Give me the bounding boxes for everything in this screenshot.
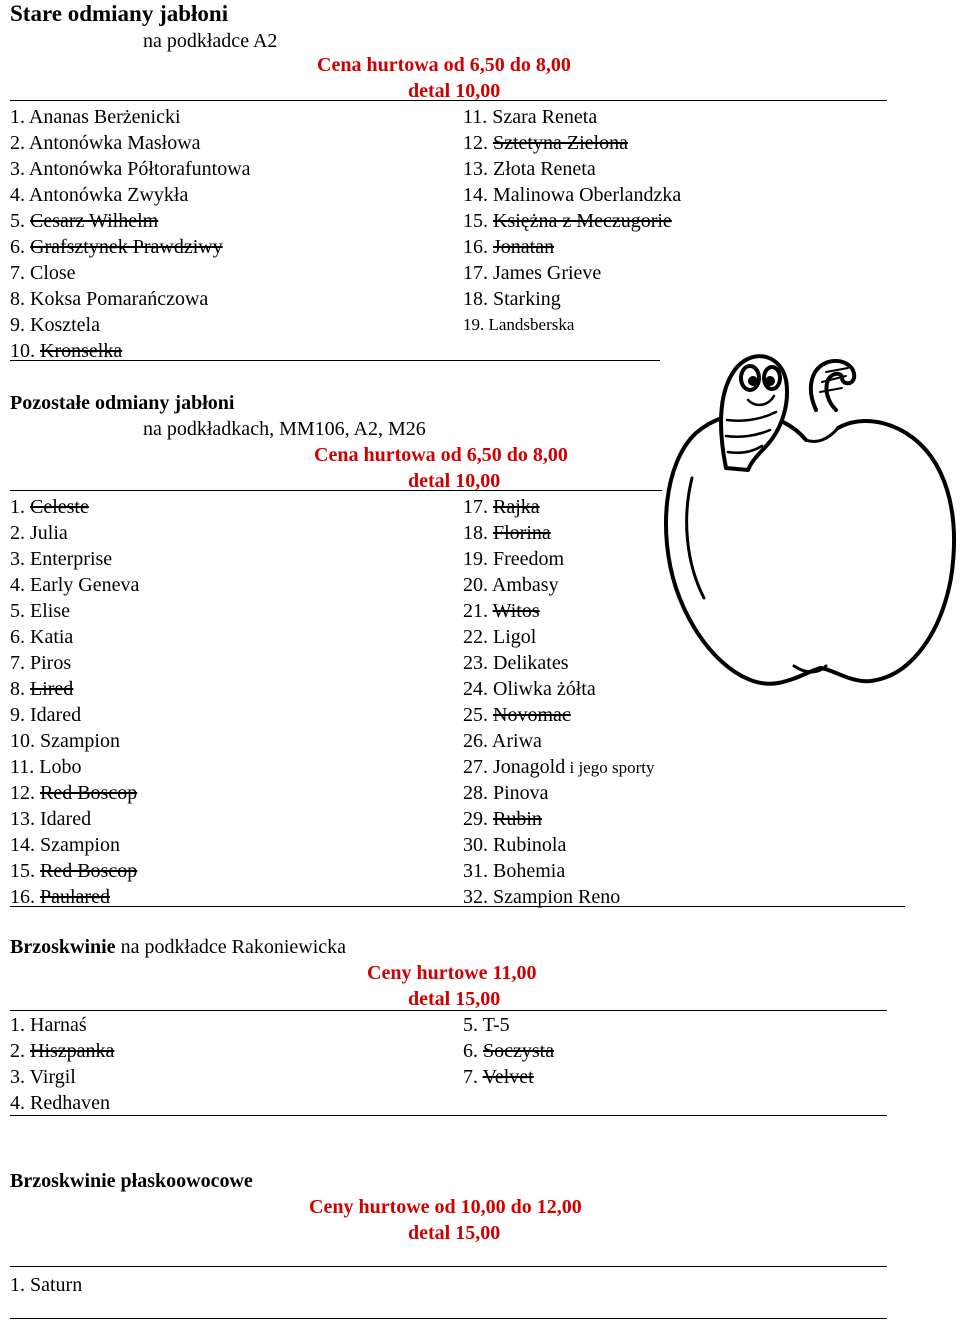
- list-item-number: 15.: [10, 860, 40, 882]
- list-item-number: 4.: [10, 1092, 30, 1114]
- list-item-name: Red Boscop: [40, 860, 138, 882]
- list-item-name: Lired: [30, 678, 74, 700]
- list-item-number: 1.: [10, 106, 29, 128]
- list-item-number: 2.: [10, 1040, 30, 1062]
- list-item: [10, 130, 201, 156]
- list-item-name: Szampion Reno: [493, 886, 621, 908]
- list-item: [463, 312, 574, 338]
- list-item-name: Redhaven: [30, 1092, 110, 1114]
- section3-title-bold: Brzoskwinie: [10, 936, 116, 958]
- list-item: [10, 260, 76, 286]
- list-item-name: Szampion: [40, 834, 120, 856]
- list-item: [10, 286, 208, 312]
- list-item: [10, 1038, 114, 1064]
- list-item: [10, 650, 71, 676]
- list-item-name: Julia: [30, 522, 68, 544]
- list-item-name: Księżna z Meczugorie: [493, 210, 672, 232]
- section4-bottom-rule: [10, 1318, 887, 1319]
- list-item: [10, 624, 73, 650]
- list-item: [10, 208, 158, 234]
- section3-bottom-rule: [10, 1115, 887, 1116]
- list-item: [463, 572, 559, 598]
- section1-subtitle: na podkładce A2: [143, 30, 278, 52]
- list-item-number: 27.: [463, 756, 493, 778]
- list-item-number: 1.: [10, 1274, 30, 1296]
- list-item: [463, 1012, 510, 1038]
- section2-bottom-rule: [10, 906, 905, 907]
- section3-retail: detal 15,00: [408, 988, 501, 1010]
- list-item: [463, 780, 549, 806]
- section1-price: Cena hurtowa od 6,50 do 8,00: [317, 54, 571, 76]
- list-item-number: 30.: [463, 834, 493, 856]
- list-item-name: Close: [30, 262, 76, 284]
- list-item: [10, 494, 89, 520]
- list-item: [463, 1064, 534, 1090]
- list-item-name: Malinowa Oberlandzka: [493, 184, 682, 206]
- list-item-number: 13.: [10, 808, 40, 830]
- list-item-name: Red Boscop: [40, 782, 138, 804]
- list-item-name: Ligol: [493, 626, 537, 648]
- list-item-number: 14.: [463, 184, 493, 206]
- list-item-number: 2.: [10, 522, 30, 544]
- list-item-name: Soczysta: [483, 1040, 555, 1062]
- list-item-number: 23.: [463, 652, 493, 674]
- list-item-number: 17.: [463, 496, 493, 518]
- list-item-number: 11.: [463, 106, 493, 128]
- section4-top-rule: [10, 1266, 887, 1267]
- list-item-name: Paulared: [40, 886, 110, 908]
- list-item: [10, 546, 112, 572]
- list-item-number: 11.: [10, 756, 40, 778]
- list-item-name: Delikates: [493, 652, 569, 674]
- list-item: [10, 702, 81, 728]
- list-item-number: 18.: [463, 522, 493, 544]
- list-item-number: 16.: [463, 236, 493, 258]
- list-item-name: Oliwka żółta: [493, 678, 596, 700]
- list-item-name: Antonówka Półtorafuntowa: [28, 158, 251, 180]
- list-item-name: Idared: [30, 704, 82, 726]
- list-item-name: Idared: [40, 808, 92, 830]
- list-item-name: Rajka: [493, 496, 540, 518]
- list-item-number: 8.: [10, 678, 30, 700]
- section4-retail: detal 15,00: [408, 1222, 501, 1244]
- list-item: [10, 806, 91, 832]
- list-item: [463, 234, 554, 260]
- list-item: [463, 624, 536, 650]
- apple-body: [666, 414, 954, 684]
- list-item-name: Florina: [493, 522, 551, 544]
- list-item-name: Koksa Pomarańczowa: [30, 288, 209, 310]
- list-item-name: Witos: [492, 600, 540, 622]
- list-item: [10, 182, 188, 208]
- list-item-name: Jonagold: [493, 756, 566, 778]
- list-item-name: Enterprise: [30, 548, 113, 570]
- list-item-name: James Grieve: [493, 262, 602, 284]
- list-item-name: Harnaś: [30, 1014, 87, 1036]
- list-item-number: 24.: [463, 678, 493, 700]
- list-item-number: 26.: [463, 730, 492, 752]
- list-item-number: 14.: [10, 834, 40, 856]
- list-item-number: 6.: [10, 626, 30, 648]
- list-item-name: Bohemia: [493, 860, 566, 882]
- list-item-number: 12.: [463, 132, 493, 154]
- list-item-number: 3.: [10, 548, 30, 570]
- list-item-name: Szara Reneta: [492, 106, 598, 128]
- list-item-name: Virgil: [29, 1066, 76, 1088]
- list-item: [10, 572, 139, 598]
- list-item-number: 15.: [463, 210, 493, 232]
- list-item-number: 7.: [463, 1066, 483, 1088]
- section4-price: Ceny hurtowe od 10,00 do 12,00: [309, 1196, 582, 1218]
- list-item-number: 29.: [463, 808, 493, 830]
- list-item-name: Jonatan: [493, 236, 555, 258]
- list-item-number: 31.: [463, 860, 493, 882]
- section1-retail: detal 10,00: [408, 80, 501, 102]
- list-item-number: 10.: [10, 730, 40, 752]
- list-item: [463, 832, 566, 858]
- list-item: [463, 650, 569, 676]
- section1-title: Stare odmiany jabłoni: [10, 1, 229, 26]
- list-item-name: Antonówka Masłowa: [28, 132, 201, 154]
- list-item-number: 19.: [463, 548, 493, 570]
- list-item: [10, 676, 73, 702]
- list-item: [463, 182, 681, 208]
- list-item: [10, 1272, 82, 1298]
- list-item: [463, 676, 596, 702]
- section2-retail: detal 10,00: [408, 470, 501, 492]
- list-item: [463, 546, 564, 572]
- section2-subtitle: na podkładkach, MM106, A2, M26: [143, 418, 426, 440]
- list-item-name: Szampion: [40, 730, 120, 752]
- section1-top-rule: [10, 100, 887, 101]
- list-item: [10, 728, 120, 754]
- list-item-name: Ananas Berżenicki: [28, 106, 181, 128]
- list-item-number: 22.: [463, 626, 493, 648]
- list-item-number: 1.: [10, 1014, 30, 1036]
- section3-title: [10, 934, 346, 960]
- list-item-number: 5.: [10, 600, 30, 622]
- list-item: [463, 286, 561, 312]
- section3-price: Ceny hurtowe 11,00: [367, 962, 537, 984]
- list-item: [10, 1090, 110, 1116]
- list-item-number: 9.: [10, 314, 30, 336]
- list-item: [10, 858, 137, 884]
- section2-price: Cena hurtowa od 6,50 do 8,00: [314, 444, 568, 466]
- list-item: [10, 156, 251, 182]
- list-item-number: 8.: [10, 288, 30, 310]
- section3-title-rest: na podkładce Rakoniewicka: [115, 936, 347, 958]
- list-item-number: 19.: [463, 315, 489, 334]
- list-item-name: Freedom: [493, 548, 565, 570]
- list-item-name: Saturn: [30, 1274, 83, 1296]
- section2-top-rule: [10, 490, 662, 491]
- section4-title: Brzoskwinie płaskoowocowe: [10, 1170, 253, 1192]
- list-item-name: Sztetyna Zielona: [493, 132, 628, 154]
- list-item-name: Hiszpanka: [30, 1040, 115, 1062]
- list-item-number: 7.: [10, 262, 30, 284]
- list-item-name: Antonówka Zwykła: [28, 184, 189, 206]
- list-item: [463, 494, 540, 520]
- list-item: [463, 1038, 554, 1064]
- list-item-number: 20.: [463, 574, 492, 596]
- section1-bottom-rule: [10, 360, 660, 361]
- list-item-name: Pinova: [493, 782, 549, 804]
- apple-worm-illustration: [656, 348, 960, 692]
- list-item-number: 4.: [10, 574, 30, 596]
- list-item: [463, 806, 542, 832]
- list-item-name: Piros: [30, 652, 72, 674]
- list-item: [463, 858, 565, 884]
- list-item: [10, 104, 181, 130]
- list-item-number: 17.: [463, 262, 493, 284]
- list-item-number: 7.: [10, 652, 30, 674]
- list-item-number: 10.: [10, 340, 40, 362]
- list-item-number: 16.: [10, 886, 40, 908]
- list-item: [463, 104, 597, 130]
- list-item-name: Ambasy: [491, 574, 559, 596]
- list-item-number: 2.: [10, 132, 29, 154]
- list-item-name: Lobo: [39, 756, 82, 778]
- list-item-name: Katia: [30, 626, 74, 648]
- list-item: [463, 208, 672, 234]
- list-item: [10, 520, 68, 546]
- list-item-number: 1.: [10, 496, 30, 518]
- list-item: [463, 754, 654, 781]
- list-item-name: Starking: [493, 288, 561, 310]
- list-item: [10, 598, 70, 624]
- list-item-number: 13.: [463, 158, 493, 180]
- list-item: [10, 780, 137, 806]
- list-item-number: 21.: [463, 600, 493, 622]
- list-item-name: Kosztela: [30, 314, 100, 336]
- list-item-name: Early Geneva: [30, 574, 140, 596]
- list-item-name: Rubin: [493, 808, 542, 830]
- list-item-name: Elise: [30, 600, 70, 622]
- list-item: [10, 312, 100, 338]
- section2-title: Pozostałe odmiany jabłoni: [10, 392, 235, 414]
- list-item: [463, 520, 551, 546]
- list-item-name: Landsberska: [488, 315, 575, 334]
- list-item: [463, 130, 628, 156]
- list-item-name: Novomac: [493, 704, 571, 726]
- list-item-number: 4.: [10, 184, 29, 206]
- list-item-name: Velvet: [482, 1066, 534, 1088]
- list-item: [10, 234, 223, 260]
- list-item-number: 32.: [463, 886, 493, 908]
- list-item-number: 5.: [10, 210, 30, 232]
- list-item-number: 12.: [10, 782, 40, 804]
- list-item-name: Złota Reneta: [493, 158, 596, 180]
- list-item-number: 9.: [10, 704, 30, 726]
- list-item-number: 18.: [463, 288, 493, 310]
- list-item-name: T-5: [482, 1014, 510, 1036]
- list-item: [463, 260, 601, 286]
- list-item-name: Kronselka: [40, 340, 123, 362]
- list-item-name: Grafsztynek Prawdziwy: [30, 236, 223, 258]
- list-item-number: 25.: [463, 704, 493, 726]
- list-item: [463, 728, 542, 754]
- list-item: [463, 156, 596, 182]
- list-item-number: 6.: [463, 1040, 483, 1062]
- list-item: [10, 1012, 87, 1038]
- list-item-number: 28.: [463, 782, 493, 804]
- list-item-number: 3.: [10, 1066, 30, 1088]
- list-item-number: 5.: [463, 1014, 483, 1036]
- list-item-name: Ariwa: [491, 730, 542, 752]
- section3-top-rule: [10, 1010, 887, 1011]
- list-item-name: Cesarz Wilhelm: [30, 210, 159, 232]
- list-item: [463, 702, 571, 728]
- list-item-suffix: i jego sporty: [565, 758, 655, 777]
- list-item: [10, 754, 81, 780]
- list-item-name: Rubinola: [493, 834, 567, 856]
- list-item-number: 6.: [10, 236, 30, 258]
- list-item-number: 3.: [10, 158, 29, 180]
- list-item-name: Celeste: [30, 496, 89, 518]
- list-item: [463, 598, 540, 624]
- list-item: [10, 1064, 76, 1090]
- list-item: [10, 832, 120, 858]
